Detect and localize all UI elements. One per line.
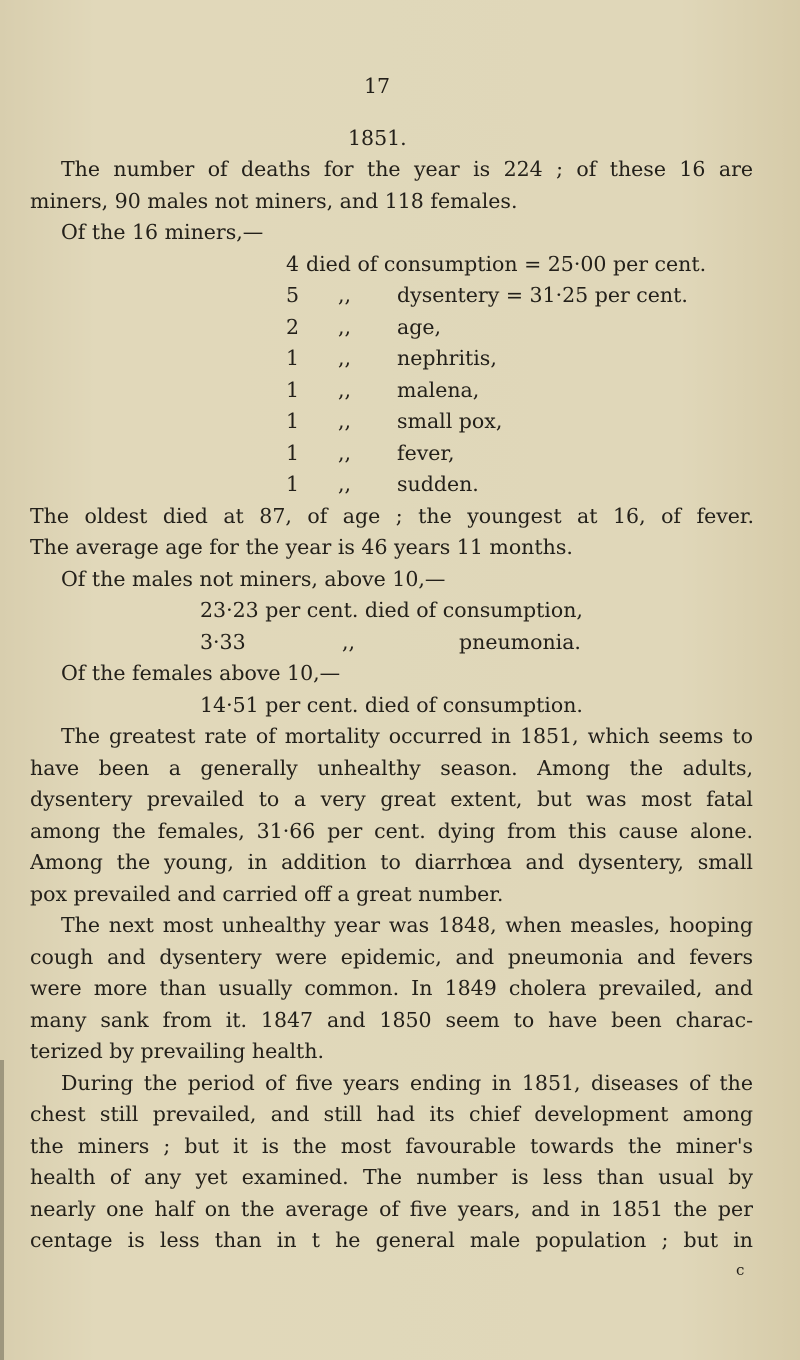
cause-count: 1	[286, 409, 300, 433]
paragraph-line: health of any yet examined. The number is less than usual by	[30, 1165, 753, 1189]
average-line: The average age for the year is 46 years 11 months.	[30, 535, 573, 559]
oldest-line: The oldest died at 87, of age ; the youngest at 16, of fever.	[30, 504, 754, 528]
cause-count: 1	[286, 472, 300, 496]
paragraph-line: many sank from it. 1847 and 1850 seem to have been charac-	[30, 1008, 753, 1032]
page-edge-shadow	[0, 1060, 4, 1360]
cause-count: 2	[286, 315, 300, 339]
cause-count: 4	[286, 252, 300, 276]
cause-text: age,	[397, 315, 441, 339]
ditto-mark: ,,	[338, 472, 352, 496]
females-heading: Of the females above 10,—	[61, 661, 341, 685]
cause-count: 1	[286, 346, 300, 370]
paragraph-line: dysentery prevailed to a very great extent, but was most fatal	[30, 787, 753, 811]
cause-text: sudden.	[397, 472, 479, 496]
paragraph-line: cough and dysentery were epidemic, and pneumonia and fevers	[30, 945, 753, 969]
year-heading: 1851.	[348, 126, 407, 150]
males-consumption: 23·23 per cent. died of consumption,	[200, 598, 583, 622]
cause-text: dysentery = 31·25 per cent.	[397, 283, 688, 307]
paragraph-line: centage is less than in t he general male population ; but in	[30, 1228, 753, 1252]
paragraph-line: have been a generally unhealthy season. Among the adults,	[30, 756, 753, 780]
males-heading: Of the males not miners, above 10,—	[61, 567, 446, 591]
ditto-mark: ,,	[338, 346, 352, 370]
paragraph-line: chest still prevailed, and still had its chief development among	[30, 1102, 753, 1126]
intro-line-3: Of the 16 miners,—	[61, 220, 264, 244]
males-pneumonia-text: pneumonia.	[459, 630, 581, 654]
paragraph-line: The next most unhealthy year was 1848, when measles, hooping	[61, 913, 753, 937]
ditto-mark: ,,	[338, 283, 352, 307]
paragraph-line: nearly one half on the average of five years, and in 1851 the per	[30, 1197, 753, 1221]
page-number: 17	[364, 74, 391, 98]
cause-text: malena,	[397, 378, 480, 402]
intro-line-1: The number of deaths for the year is 224 ; of these 16 are	[61, 157, 753, 181]
males-pneumonia-value: 3·33	[200, 630, 246, 654]
ditto-mark: ,,	[338, 441, 352, 465]
intro-line-2: miners, 90 males not miners, and 118 females.	[30, 189, 518, 213]
paragraph-line: Among the young, in addition to diarrhœa and dysentery, small	[30, 850, 753, 874]
cause-count: 1	[286, 441, 300, 465]
paragraph-line: pox prevailed and carried off a great number.	[30, 882, 504, 906]
cause-text: fever,	[397, 441, 455, 465]
ditto-mark: ,,	[338, 409, 352, 433]
cause-text: died of consumption = 25·00 per cent.	[306, 252, 707, 276]
signature-mark: c	[736, 1261, 745, 1279]
paragraph-line: The greatest rate of mortality occurred in 1851, which seems to	[61, 724, 753, 748]
paragraph-line: terized by prevailing health.	[30, 1039, 324, 1063]
cause-count: 5	[286, 283, 300, 307]
ditto-mark: ,,	[342, 630, 356, 654]
cause-text: small pox,	[397, 409, 503, 433]
paragraph-line: among the females, 31·66 per cent. dying from this cause alone.	[30, 819, 753, 843]
females-consumption: 14·51 per cent. died of consumption.	[200, 693, 583, 717]
paragraph-line: the miners ; but it is the most favourable towards the miner's	[30, 1134, 753, 1158]
paragraph-line: were more than usually common. In 1849 cholera prevailed, and	[30, 976, 753, 1000]
cause-text: nephritis,	[397, 346, 497, 370]
ditto-mark: ,,	[338, 378, 352, 402]
ditto-mark: ,,	[338, 315, 352, 339]
paragraph-line: During the period of five years ending in 1851, diseases of the	[61, 1071, 753, 1095]
cause-count: 1	[286, 378, 300, 402]
